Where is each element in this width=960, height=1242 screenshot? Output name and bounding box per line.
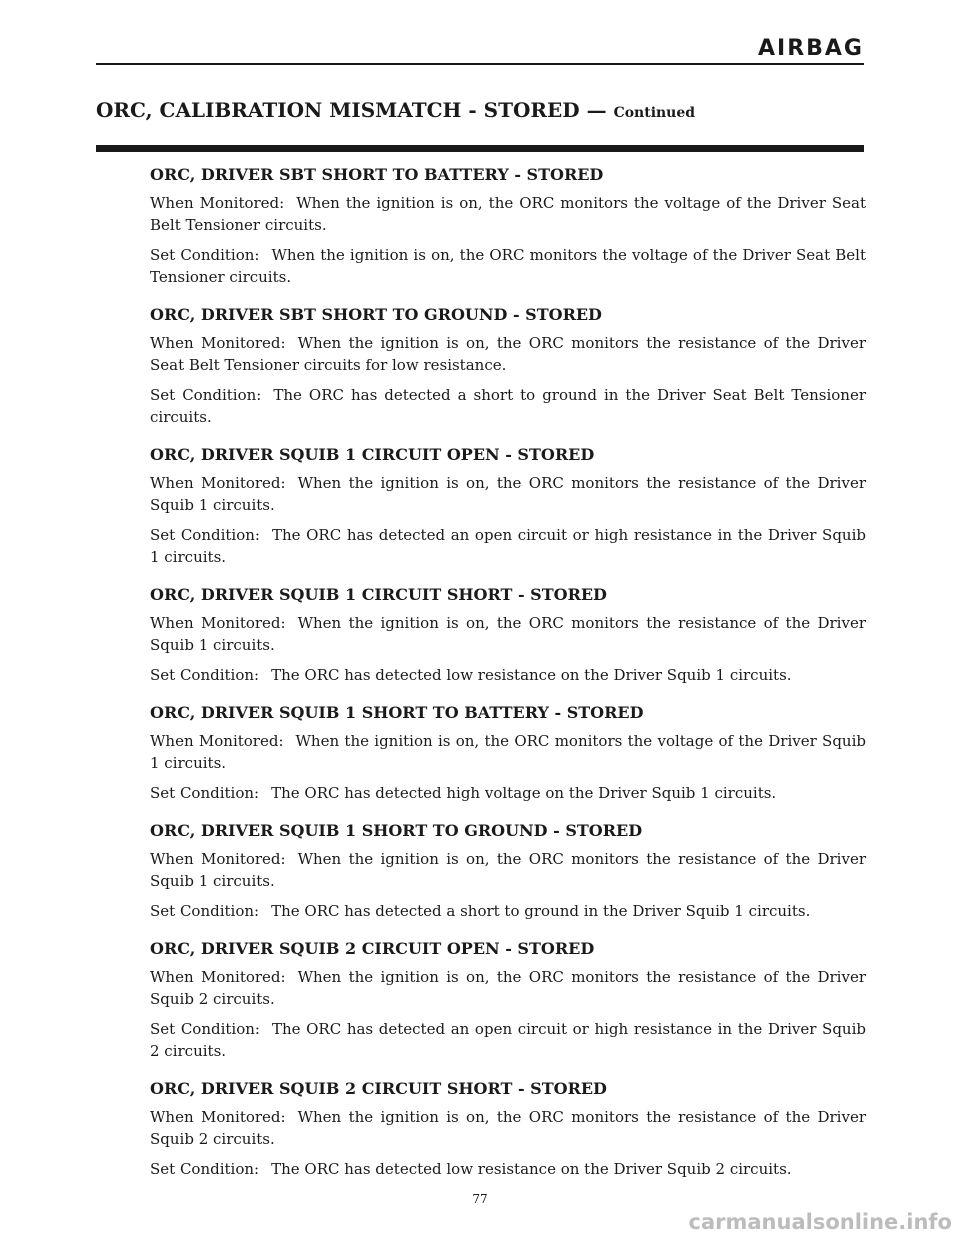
top-rule [96, 63, 864, 65]
when-monitored [150, 472, 866, 516]
set-condition [150, 524, 866, 568]
when-monitored-text: When the ignition is on, the ORC monitors the resistance of the Driver Seat Belt Tensioner circuits for low resistance. [150, 334, 866, 374]
dtc-heading: ORC, DRIVER SQUIB 1 CIRCUIT OPEN - STORED [150, 445, 595, 464]
set-condition-text: The ORC has detected an open circuit or high resistance in the Driver Squib 2 circuits. [150, 1020, 866, 1060]
when-monitored [150, 612, 866, 656]
set-condition-text: When the ignition is on, the ORC monitors the voltage of the Driver Seat Belt Tensioner circuits. [150, 246, 866, 286]
dtc-entry [150, 444, 866, 568]
dtc-heading: ORC, DRIVER SQUIB 2 CIRCUIT SHORT - STORED [150, 1079, 607, 1098]
set-condition-label: Set Condition: [150, 386, 262, 404]
set-condition [150, 244, 866, 288]
set-condition-text: The ORC has detected high voltage on the Driver Squib 1 circuits. [271, 784, 777, 802]
set-condition [150, 900, 866, 922]
set-condition [150, 664, 866, 686]
dtc-heading: ORC, DRIVER SQUIB 1 SHORT TO BATTERY - STORED [150, 703, 644, 722]
set-condition-label: Set Condition: [150, 526, 260, 544]
page-title-text: ORC, CALIBRATION MISMATCH - STORED — [96, 98, 607, 122]
when-monitored [150, 848, 866, 892]
continued-label: Continued [613, 105, 696, 121]
watermark: carmanualsonline.info [688, 1210, 952, 1234]
set-condition-text: The ORC has detected an open circuit or high resistance in the Driver Squib 1 circuits. [150, 526, 866, 566]
set-condition-label: Set Condition: [150, 246, 260, 264]
dtc-entry [150, 702, 866, 804]
set-condition-label: Set Condition: [150, 1020, 260, 1038]
dtc-heading: ORC, DRIVER SBT SHORT TO GROUND - STORED [150, 305, 602, 324]
dtc-entry [150, 1078, 866, 1180]
set-condition-text: The ORC has detected low resistance on the Driver Squib 1 circuits. [271, 666, 792, 684]
dtc-heading: ORC, DRIVER SQUIB 1 CIRCUIT SHORT - STORED [150, 585, 607, 604]
when-monitored-text: When the ignition is on, the ORC monitors the resistance of the Driver Squib 2 circuits. [150, 1108, 866, 1148]
when-monitored-text: When the ignition is on, the ORC monitors the resistance of the Driver Squib 1 circuits. [150, 850, 866, 890]
when-monitored-label: When Monitored: [150, 850, 286, 868]
when-monitored [150, 730, 866, 774]
set-condition-text: The ORC has detected a short to ground in the Driver Squib 1 circuits. [271, 902, 811, 920]
dtc-entry [150, 820, 866, 922]
when-monitored-label: When Monitored: [150, 732, 284, 750]
page-title [96, 98, 695, 122]
set-condition-label: Set Condition: [150, 902, 260, 920]
when-monitored-text: When the ignition is on, the ORC monitors the resistance of the Driver Squib 1 circuits. [150, 614, 866, 654]
when-monitored-label: When Monitored: [150, 334, 286, 352]
when-monitored [150, 1106, 866, 1150]
set-condition-label: Set Condition: [150, 666, 260, 684]
section-label: AIRBAG [757, 36, 864, 61]
page-number: 77 [472, 1192, 488, 1206]
set-condition [150, 782, 866, 804]
set-condition-label: Set Condition: [150, 1160, 260, 1178]
dtc-heading: ORC, DRIVER SQUIB 1 SHORT TO GROUND - STORED [150, 821, 643, 840]
when-monitored-text: When the ignition is on, the ORC monitors the voltage of the Driver Squib 1 circuits. [150, 732, 866, 772]
when-monitored-label: When Monitored: [150, 1108, 286, 1126]
when-monitored-text: When the ignition is on, the ORC monitors the resistance of the Driver Squib 1 circuits. [150, 474, 866, 514]
when-monitored [150, 192, 866, 236]
dtc-heading: ORC, DRIVER SBT SHORT TO BATTERY - STORED [150, 165, 604, 184]
dtc-heading: ORC, DRIVER SQUIB 2 CIRCUIT OPEN - STORED [150, 939, 595, 958]
dtc-entry [150, 304, 866, 428]
dtc-entry [150, 938, 866, 1062]
set-condition [150, 1158, 866, 1180]
set-condition-text: The ORC has detected a short to ground in the Driver Seat Belt Tensioner circuits. [150, 386, 866, 426]
set-condition-text: The ORC has detected low resistance on the Driver Squib 2 circuits. [271, 1160, 792, 1178]
set-condition [150, 384, 866, 428]
dtc-entry [150, 584, 866, 686]
when-monitored-label: When Monitored: [150, 614, 286, 632]
set-condition [150, 1018, 866, 1062]
when-monitored-label: When Monitored: [150, 474, 286, 492]
when-monitored [150, 966, 866, 1010]
when-monitored-label: When Monitored: [150, 968, 286, 986]
entries-list [150, 164, 866, 1196]
when-monitored-label: When Monitored: [150, 194, 285, 212]
when-monitored-text: When the ignition is on, the ORC monitors the resistance of the Driver Squib 2 circuits. [150, 968, 866, 1008]
title-rule [96, 145, 864, 152]
set-condition-label: Set Condition: [150, 784, 260, 802]
when-monitored [150, 332, 866, 376]
when-monitored-text: When the ignition is on, the ORC monitors the voltage of the Driver Seat Belt Tensioner circuits. [150, 194, 866, 234]
dtc-entry [150, 164, 866, 288]
